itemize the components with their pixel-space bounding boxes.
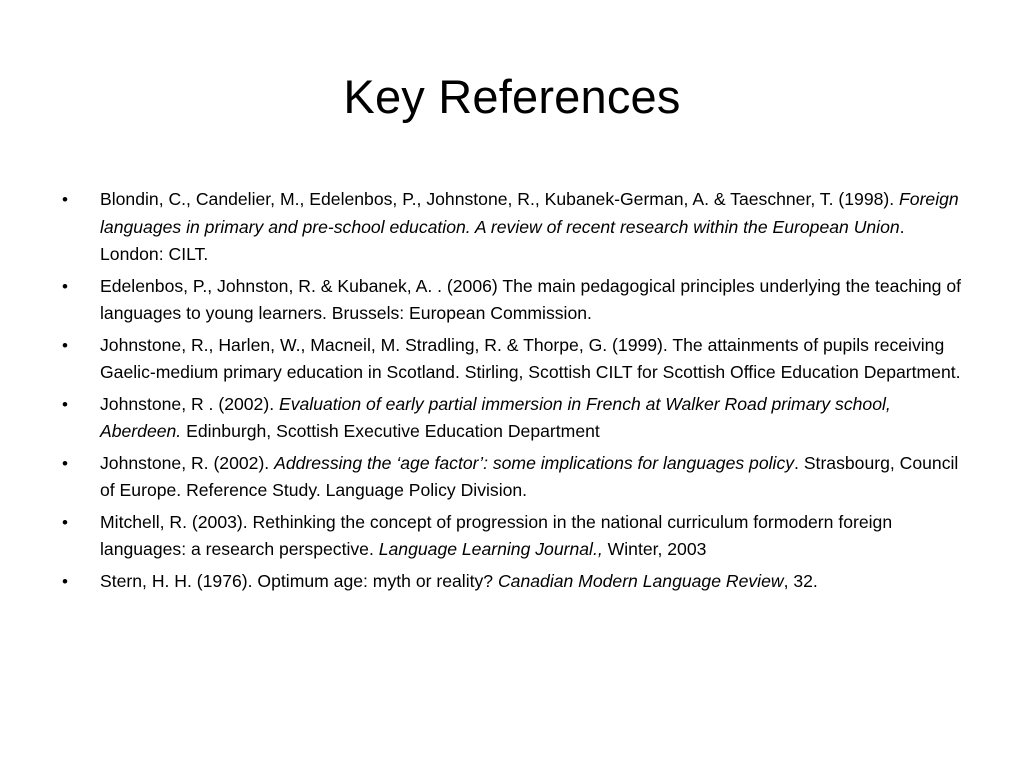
reference-title-text: Evaluation of early partial immersion in French at Walker Road primary school, Aberdeen.	[100, 393, 891, 441]
reference-item	[62, 332, 967, 387]
reference-text: Edinburgh, Scottish Executive Education Department	[181, 421, 600, 441]
reference-text: Johnstone, R. (2002).	[100, 452, 275, 473]
reference-text: Stern, H. H. (1976). Optimum age: myth or reality?	[100, 570, 498, 591]
reference-title-text: Addressing the ‘age factor’: some implications for languages policy	[274, 452, 795, 473]
reference-item	[62, 450, 967, 505]
reference-text: . Strasbourg, Council of Europe. Reference Study. Language Policy Division.	[100, 452, 959, 500]
reference-item	[62, 273, 967, 328]
slide-title: Key References	[343, 70, 681, 123]
reference-text: Edelenbos, P., Johnston, R. & Kubanek, A. . (2006) The main pedagogical principles underlying the teaching of languages to young learners. Brussels: European Commission.	[100, 275, 962, 323]
bullet-icon: •	[62, 335, 68, 355]
reference-item	[62, 391, 967, 446]
reference-title-text: Foreign languages in primary and pre-school education. A review of recent research within the European Union	[100, 189, 959, 237]
reference-list	[62, 186, 967, 599]
reference-title-text: Canadian Modern Language Review	[497, 570, 784, 591]
reference-text: , 32.	[783, 570, 818, 591]
bullet-icon: •	[62, 190, 68, 209]
bullet-icon: •	[62, 512, 68, 532]
bullet-icon: •	[62, 276, 68, 296]
reference-text: Johnstone, R., Harlen, W., Macneil, M. Stradling, R. & Thorpe, G. (1999). The attainments of pupils receiving Gaelic-medium primary education in Scotland. Stirling, Scottish CILT for Scottish Office Education Department.	[100, 334, 961, 382]
reference-title-text: Language Learning Journal.,	[378, 539, 603, 559]
reference-item	[62, 568, 967, 596]
bullet-icon: •	[62, 394, 68, 414]
reference-text: Winter, 2003	[602, 539, 707, 559]
bullet-icon: •	[62, 571, 68, 591]
reference-item	[62, 509, 967, 564]
reference-text: Blondin, C., Candelier, M., Edelenbos, P., Johnstone, R., Kubanek-German, A. & Taeschner, T. (1998).	[100, 189, 900, 209]
reference-item	[62, 186, 967, 269]
reference-text: . London: CILT.	[100, 216, 905, 264]
reference-text: Mitchell, R. (2003). Rethinking the concept of progression in the national curriculum formodern foreign languages: a research perspective.	[100, 511, 893, 559]
bullet-icon: •	[62, 453, 68, 473]
reference-text: Johnstone, R . (2002).	[100, 393, 279, 414]
